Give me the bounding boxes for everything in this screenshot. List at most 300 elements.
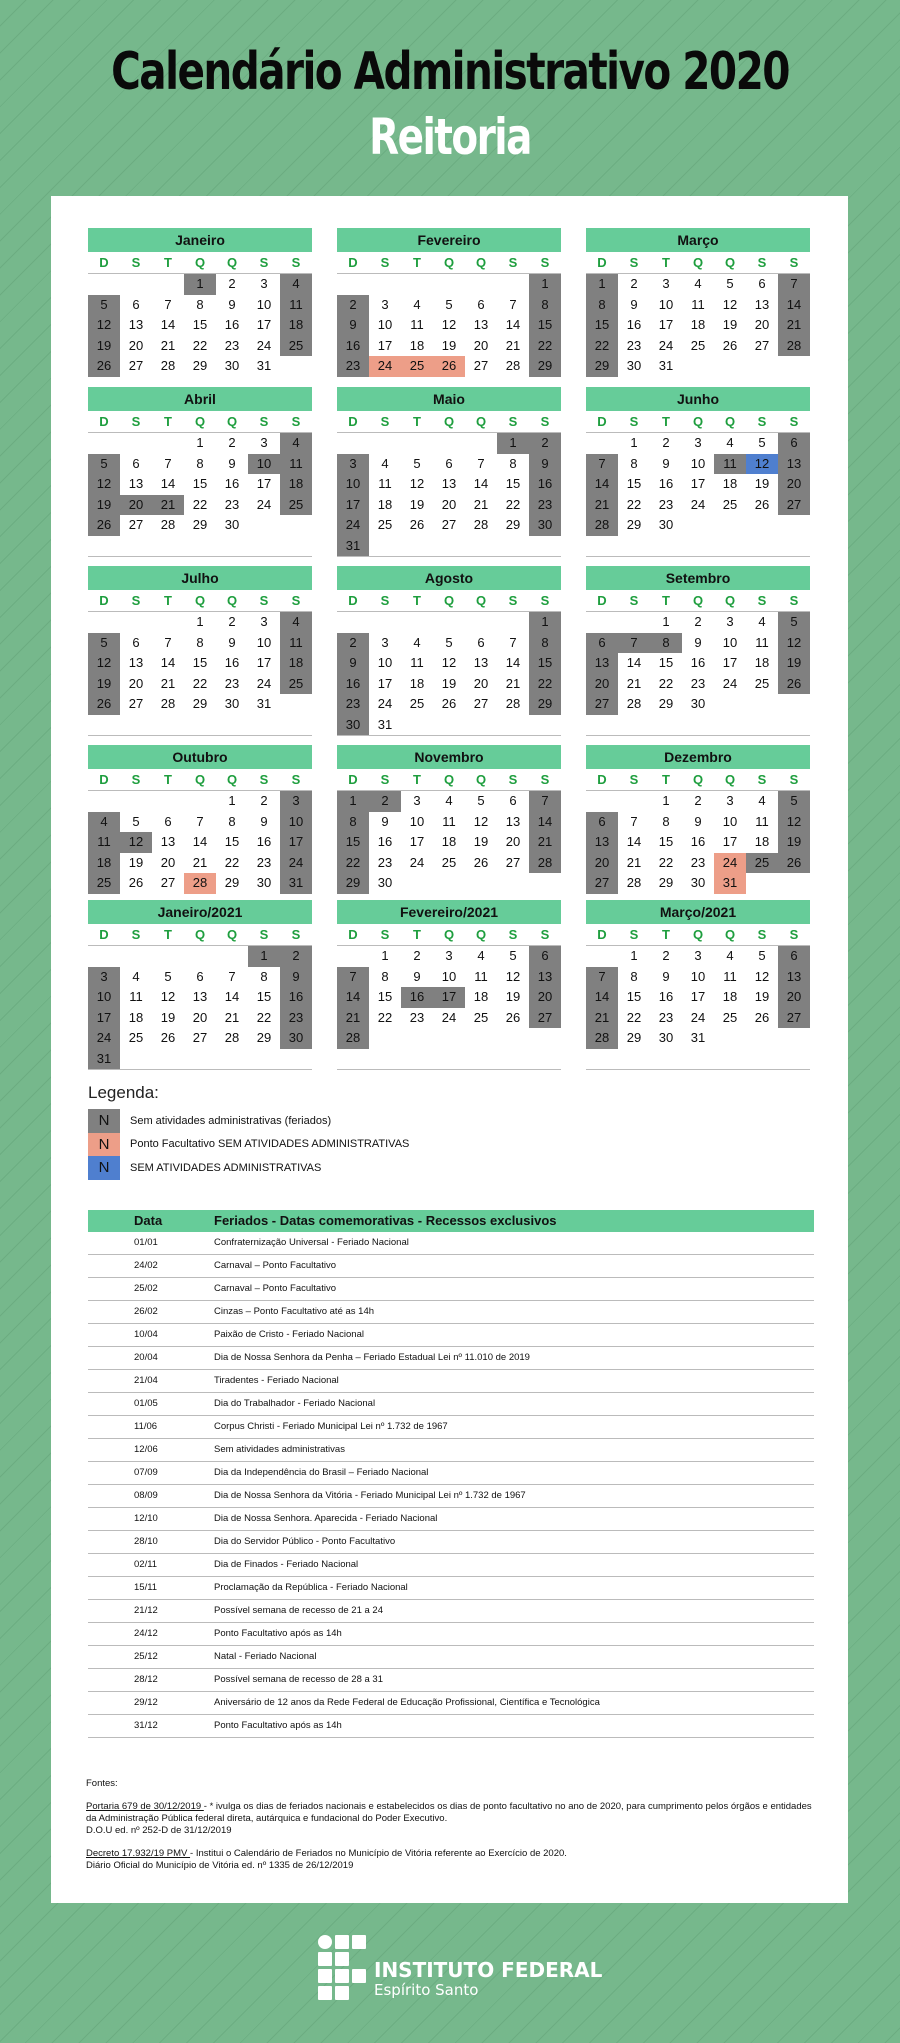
- row-date: 21/12: [134, 1605, 158, 1616]
- day-cell: 29: [658, 696, 674, 711]
- row-description: Possível semana de recesso de 21 a 24: [214, 1605, 383, 1616]
- day-cell: 10: [248, 454, 280, 475]
- day-cell: 16: [658, 476, 674, 491]
- empty-day-cell: [152, 1049, 184, 1070]
- day-cell: 2: [280, 946, 312, 967]
- day-cell: 22: [626, 496, 642, 512]
- day-cell: 29: [529, 356, 561, 377]
- day-cell: 13: [473, 655, 489, 670]
- month-title: Janeiro/2021: [88, 900, 312, 924]
- day-cell: 17: [377, 337, 393, 353]
- day-cell: 11: [378, 476, 392, 491]
- day-cell: 24: [369, 356, 401, 377]
- day-cell: 2: [662, 948, 670, 963]
- weekday-label: S: [131, 927, 141, 942]
- source-text: - * ivulga os dias de feriados nacionais e estabelecidos os dias de ponto facultativo no ano de 2020, para cumprimento pelos órgãos e entidades da Administração Pública federal direta, autárquica e fundacional do Poder Executivo.: [86, 1801, 812, 1824]
- empty-day-cell: [618, 791, 650, 812]
- day-cell: 4: [280, 433, 312, 454]
- day-cell: 26: [754, 496, 770, 512]
- day-cell: 18: [754, 834, 770, 849]
- day-cell: 28: [473, 517, 489, 532]
- day-cell: 16: [401, 987, 433, 1008]
- empty-day-cell: [120, 274, 152, 295]
- day-cell: 13: [128, 317, 144, 332]
- empty-day-cell: [280, 515, 312, 536]
- day-cell: 23: [529, 495, 561, 516]
- legend-text: Sem atividades administrativas (feriados): [130, 1114, 332, 1127]
- day-cell: 13: [505, 813, 521, 829]
- day-cell: 22: [586, 336, 618, 357]
- weekday-label: S: [291, 772, 301, 787]
- month-title: Junho: [586, 387, 810, 411]
- day-cell: 26: [433, 356, 465, 377]
- month-calendar: [88, 900, 312, 1070]
- weekday-header: [88, 924, 312, 946]
- empty-day-cell: [778, 873, 810, 894]
- day-cell: 10: [88, 987, 120, 1008]
- day-cell: 4: [758, 793, 766, 808]
- weekday-label: S: [508, 414, 518, 429]
- empty-day-cell: [714, 515, 746, 536]
- weekday-label: S: [789, 927, 799, 942]
- day-cell: 8: [196, 634, 204, 650]
- day-grid: [337, 433, 561, 557]
- row-date: 12/06: [134, 1444, 158, 1455]
- day-cell: 12: [505, 968, 521, 984]
- day-cell: 14: [586, 987, 618, 1008]
- day-cell: 25: [280, 495, 312, 516]
- day-cell: 25: [401, 356, 433, 377]
- day-cell: 2: [369, 791, 401, 812]
- month-title: Julho: [88, 566, 312, 590]
- day-cell: 3: [260, 614, 268, 629]
- weekday-label: T: [164, 593, 172, 608]
- row-description: Possível semana de recesso de 28 a 31: [214, 1674, 383, 1685]
- day-cell: 19: [778, 653, 810, 674]
- empty-day-cell: [337, 1049, 369, 1070]
- weekday-header: [337, 411, 561, 433]
- table-row: [88, 1554, 814, 1577]
- empty-day-cell: [714, 694, 746, 715]
- legend-text: SEM ATIVIDADES ADMINISTRATIVAS: [130, 1161, 322, 1174]
- logo-line1: INSTITUTO FEDERAL: [374, 1957, 603, 1982]
- month-title: Dezembro: [586, 745, 810, 769]
- day-grid: [586, 612, 810, 736]
- day-cell: 11: [714, 454, 746, 475]
- day-cell: 22: [505, 496, 521, 512]
- weekday-label: Q: [475, 414, 487, 429]
- day-cell: 17: [690, 476, 706, 491]
- day-cell: 25: [280, 336, 312, 357]
- day-cell: 15: [586, 315, 618, 336]
- day-cell: 8: [529, 295, 561, 316]
- empty-day-cell: [120, 433, 152, 454]
- day-cell: 4: [445, 793, 453, 808]
- empty-day-cell: [120, 612, 152, 633]
- weekday-header: [337, 924, 561, 946]
- day-cell: 16: [658, 989, 674, 1004]
- day-cell: 21: [152, 495, 184, 516]
- day-cell: 20: [586, 674, 618, 695]
- day-cell: 18: [280, 474, 312, 495]
- day-cell: 9: [662, 455, 670, 471]
- day-cell: 5: [445, 634, 453, 650]
- weekday-header: [586, 924, 810, 946]
- day-cell: 15: [626, 989, 642, 1004]
- day-cell: 9: [228, 455, 236, 471]
- empty-day-cell: [650, 715, 682, 736]
- day-cell: 3: [260, 435, 268, 450]
- day-cell: 7: [586, 967, 618, 988]
- day-cell: 3: [726, 793, 734, 808]
- day-cell: 21: [505, 337, 521, 353]
- day-cell: 2: [694, 614, 702, 629]
- day-cell: 9: [529, 454, 561, 475]
- day-cell: 23: [658, 1009, 674, 1025]
- day-cell: 12: [473, 813, 489, 829]
- day-cell: 18: [690, 317, 706, 332]
- row-description: Paixão de Cristo - Feriado Nacional: [214, 1329, 364, 1340]
- day-cell: 21: [529, 832, 561, 853]
- table-row: [88, 1416, 814, 1439]
- day-cell: 19: [505, 989, 521, 1004]
- weekday-label: Q: [443, 255, 455, 270]
- row-date: 08/09: [134, 1490, 158, 1501]
- day-cell: 6: [758, 276, 766, 291]
- empty-day-cell: [216, 946, 248, 967]
- table-header: [88, 1210, 814, 1232]
- weekday-label: Q: [194, 414, 206, 429]
- row-date: 01/01: [134, 1237, 158, 1248]
- day-cell: 27: [586, 694, 618, 715]
- day-grid: [337, 612, 561, 736]
- weekday-label: S: [789, 255, 799, 270]
- day-cell: 26: [778, 674, 810, 695]
- day-cell: 14: [160, 655, 176, 670]
- day-cell: 24: [88, 1028, 120, 1049]
- day-cell: 15: [192, 317, 208, 332]
- day-cell: 2: [529, 433, 561, 454]
- day-cell: 16: [224, 476, 240, 491]
- empty-day-cell: [497, 715, 529, 736]
- empty-day-cell: [778, 694, 810, 715]
- empty-day-cell: [746, 515, 778, 536]
- day-cell: 25: [746, 853, 778, 874]
- weekday-label: T: [164, 772, 172, 787]
- day-cell: 27: [473, 696, 489, 711]
- weekday-label: D: [99, 414, 109, 429]
- day-cell: 1: [337, 791, 369, 812]
- day-cell: 29: [256, 1030, 272, 1045]
- row-date: 24/02: [134, 1260, 158, 1271]
- empty-day-cell: [280, 715, 312, 736]
- weekday-label: T: [662, 255, 670, 270]
- empty-day-cell: [746, 715, 778, 736]
- row-date: 10/04: [134, 1329, 158, 1340]
- weekday-label: S: [291, 255, 301, 270]
- day-cell: 16: [224, 317, 240, 332]
- row-description: Corpus Christi - Feriado Municipal Lei nº 1.732 de 1967: [214, 1421, 448, 1432]
- day-cell: 20: [128, 675, 144, 691]
- empty-day-cell: [465, 274, 497, 295]
- weekday-label: Q: [226, 593, 238, 608]
- day-cell: 8: [196, 296, 204, 312]
- month-calendar: [88, 228, 312, 398]
- empty-day-cell: [714, 536, 746, 557]
- day-cell: 31: [690, 1030, 706, 1045]
- row-date: 21/04: [134, 1375, 158, 1386]
- day-cell: 12: [160, 989, 176, 1004]
- day-cell: 6: [509, 793, 517, 808]
- day-cell: 21: [224, 1009, 240, 1025]
- day-cell: 4: [726, 435, 734, 450]
- empty-day-cell: [586, 1049, 618, 1070]
- weekday-header: [337, 769, 561, 791]
- weekday-header: [88, 411, 312, 433]
- row-description: Confraternização Universal - Feriado Nacional: [214, 1237, 409, 1248]
- row-description: Dia de Nossa Senhora da Vitória - Feriado Municipal Lei nº 1.732 de 1967: [214, 1490, 526, 1501]
- day-cell: 30: [658, 517, 674, 532]
- table-row: [88, 1301, 814, 1324]
- row-description: Carnaval – Ponto Facultativo: [214, 1260, 336, 1271]
- month-calendar: [337, 900, 561, 1070]
- day-cell: 29: [658, 875, 674, 890]
- day-cell: 31: [658, 358, 674, 373]
- row-description: Carnaval – Ponto Facultativo: [214, 1283, 336, 1294]
- day-cell: 16: [337, 674, 369, 695]
- day-cell: 9: [337, 653, 369, 674]
- day-cell: 19: [473, 834, 489, 849]
- empty-day-cell: [401, 1049, 433, 1070]
- day-cell: 2: [228, 614, 236, 629]
- day-cell: 1: [630, 948, 638, 963]
- month-calendar: [586, 900, 810, 1070]
- month-title: Março/2021: [586, 900, 810, 924]
- day-cell: 28: [505, 358, 521, 373]
- weekday-label: Q: [226, 255, 238, 270]
- day-cell: 7: [509, 296, 517, 312]
- day-cell: 12: [722, 296, 738, 312]
- day-cell: 24: [377, 696, 393, 711]
- day-cell: 23: [626, 337, 642, 353]
- table-row: [88, 1485, 814, 1508]
- day-cell: 17: [88, 1008, 120, 1029]
- day-cell: 5: [477, 793, 485, 808]
- empty-day-cell: [586, 536, 618, 557]
- empty-day-cell: [497, 612, 529, 633]
- day-cell: 29: [505, 517, 521, 532]
- day-cell: 14: [626, 655, 642, 670]
- weekday-label: D: [348, 927, 358, 942]
- weekday-label: Q: [692, 593, 704, 608]
- weekday-label: S: [380, 927, 390, 942]
- day-cell: 14: [337, 987, 369, 1008]
- day-cell: 3: [381, 296, 389, 312]
- weekday-header: [88, 252, 312, 274]
- day-cell: 29: [626, 1030, 642, 1045]
- day-cell: 27: [586, 873, 618, 894]
- day-cell: 30: [224, 517, 240, 532]
- weekday-header: [586, 411, 810, 433]
- table-row: [88, 1324, 814, 1347]
- row-date: 20/04: [134, 1352, 158, 1363]
- day-cell: 9: [280, 967, 312, 988]
- weekday-label: D: [348, 772, 358, 787]
- weekday-label: S: [259, 927, 269, 942]
- weekday-label: Q: [226, 772, 238, 787]
- day-cell: 21: [626, 854, 642, 870]
- empty-day-cell: [682, 715, 714, 736]
- empty-day-cell: [714, 715, 746, 736]
- table-row: [88, 1393, 814, 1416]
- weekday-label: S: [757, 414, 767, 429]
- day-cell: 20: [586, 853, 618, 874]
- sources-title: Fontes:: [86, 1778, 118, 1789]
- day-cell: 8: [381, 968, 389, 984]
- day-cell: 20: [441, 496, 457, 512]
- weekday-header: [337, 590, 561, 612]
- table-row: [88, 1646, 814, 1669]
- day-cell: 1: [248, 946, 280, 967]
- day-cell: 10: [409, 813, 425, 829]
- empty-day-cell: [184, 715, 216, 736]
- empty-day-cell: [369, 612, 401, 633]
- day-cell: 23: [690, 675, 706, 691]
- day-cell: 7: [164, 634, 172, 650]
- day-cell: 20: [505, 834, 521, 849]
- day-cell: 6: [477, 634, 485, 650]
- day-cell: 7: [228, 968, 236, 984]
- day-cell: 3: [381, 634, 389, 650]
- day-cell: 8: [586, 295, 618, 316]
- day-cell: 6: [132, 296, 140, 312]
- day-cell: 8: [630, 968, 638, 984]
- source-link-portaria[interactable]: Portaria 679 de 30/12/2019: [86, 1801, 204, 1812]
- day-cell: 30: [224, 358, 240, 373]
- day-cell: 5: [758, 948, 766, 963]
- day-cell: 18: [722, 476, 738, 491]
- day-cell: 31: [256, 358, 272, 373]
- month-calendar: [88, 745, 312, 915]
- day-cell: 22: [337, 853, 369, 874]
- day-cell: 6: [196, 968, 204, 984]
- day-cell: 21: [192, 854, 208, 870]
- day-cell: 1: [529, 612, 561, 633]
- weekday-label: Q: [443, 927, 455, 942]
- weekday-label: T: [413, 414, 421, 429]
- day-cell: 26: [88, 694, 120, 715]
- weekday-label: S: [540, 255, 550, 270]
- day-cell: 24: [690, 1009, 706, 1025]
- weekday-label: S: [508, 593, 518, 608]
- legend-item-holiday: [88, 1109, 409, 1133]
- row-description: Dia do Servidor Público - Ponto Facultativo: [214, 1536, 396, 1547]
- day-cell: 8: [662, 813, 670, 829]
- empty-day-cell: [152, 433, 184, 454]
- weekday-label: S: [291, 927, 301, 942]
- row-description: Proclamação da República - Feriado Nacional: [214, 1582, 408, 1593]
- day-cell: 1: [196, 435, 204, 450]
- day-cell: 18: [473, 989, 489, 1004]
- day-cell: 6: [132, 634, 140, 650]
- day-cell: 25: [88, 873, 120, 894]
- row-date: 12/10: [134, 1513, 158, 1524]
- day-cell: 22: [192, 675, 208, 691]
- month-title: Abril: [88, 387, 312, 411]
- weekday-label: S: [259, 772, 269, 787]
- month-title: Março: [586, 228, 810, 252]
- day-cell: 18: [722, 989, 738, 1004]
- empty-day-cell: [88, 433, 120, 454]
- legend-item-optional: [88, 1133, 409, 1157]
- table-row: [88, 1370, 814, 1393]
- day-cell: 24: [280, 853, 312, 874]
- day-cell: 28: [160, 696, 176, 711]
- day-cell: 6: [164, 813, 172, 829]
- day-cell: 29: [529, 694, 561, 715]
- day-cell: 18: [280, 653, 312, 674]
- day-cell: 22: [626, 1009, 642, 1025]
- day-cell: 4: [413, 634, 421, 650]
- weekday-label: Q: [475, 772, 487, 787]
- row-date: 07/09: [134, 1467, 158, 1478]
- empty-day-cell: [778, 356, 810, 377]
- day-cell: 14: [505, 317, 521, 332]
- day-cell: 14: [505, 655, 521, 670]
- day-cell: 21: [586, 495, 618, 516]
- day-cell: 28: [626, 696, 642, 711]
- empty-day-cell: [184, 791, 216, 812]
- day-cell: 1: [529, 274, 561, 295]
- day-cell: 11: [410, 655, 424, 670]
- empty-day-cell: [714, 1028, 746, 1049]
- weekday-label: S: [629, 414, 639, 429]
- empty-day-cell: [216, 536, 248, 557]
- empty-day-cell: [433, 433, 465, 454]
- day-cell: 6: [586, 812, 618, 833]
- empty-day-cell: [280, 1049, 312, 1070]
- weekday-label: D: [597, 593, 607, 608]
- day-cell: 11: [474, 968, 488, 984]
- row-description: Dia do Trabalhador - Feriado Nacional: [214, 1398, 376, 1409]
- day-cell: 5: [132, 813, 140, 829]
- day-cell: 27: [473, 358, 489, 373]
- day-cell: 19: [722, 317, 738, 332]
- day-cell: 14: [529, 812, 561, 833]
- day-cell: 17: [280, 832, 312, 853]
- row-date: 15/11: [134, 1582, 158, 1593]
- empty-day-cell: [465, 612, 497, 633]
- day-cell: 23: [377, 854, 393, 870]
- day-cell: 24: [256, 675, 272, 691]
- day-cell: 27: [441, 517, 457, 532]
- empty-day-cell: [586, 791, 618, 812]
- sources: [86, 1778, 816, 1883]
- empty-day-cell: [465, 433, 497, 454]
- weekday-label: T: [413, 927, 421, 942]
- empty-day-cell: [184, 1049, 216, 1070]
- day-cell: 4: [726, 948, 734, 963]
- day-cell: 13: [128, 476, 144, 491]
- table-row: [88, 1347, 814, 1370]
- source-link-decreto[interactable]: Decreto 17.932/19 PMV: [86, 1848, 191, 1859]
- row-description: Cinzas – Ponto Facultativo até as 14h: [214, 1306, 375, 1317]
- day-cell: 20: [160, 854, 176, 870]
- weekday-label: Q: [194, 255, 206, 270]
- day-cell: 11: [280, 295, 312, 316]
- empty-day-cell: [88, 274, 120, 295]
- weekday-label: Q: [443, 414, 455, 429]
